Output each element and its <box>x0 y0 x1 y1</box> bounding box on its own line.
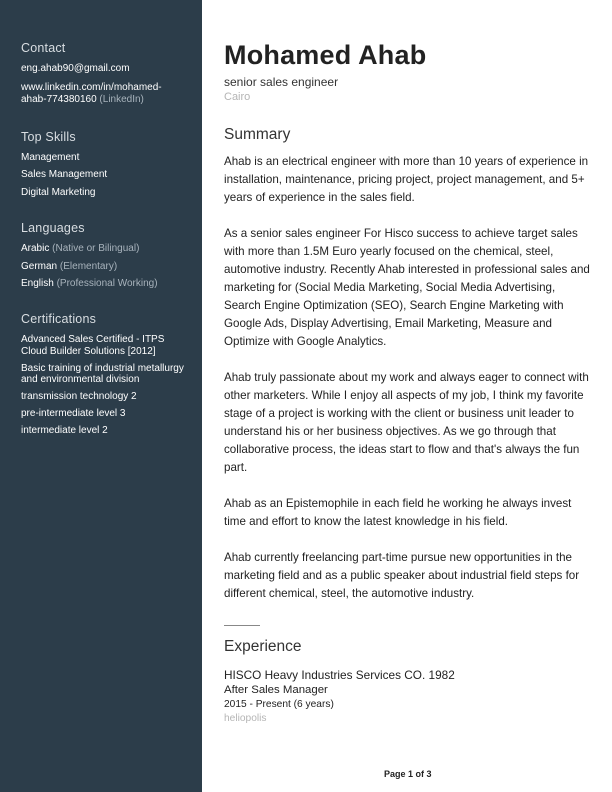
language-name: Arabic <box>21 242 50 254</box>
profile-name: Mohamed Ahab <box>224 40 427 70</box>
certification-item: pre-intermediate level 3 <box>21 408 126 420</box>
certification-item: intermediate level 2 <box>21 425 108 437</box>
summary-paragraph: Ahab truly passionate about my work and always eager to connect with other marketers. While I enjoy all aspects of my job, I think my favorite stage of a project is working with the client or business unit leader to understand his or her business objectives. As we go through that collaborative process, the ideas start to flow and that's always the fun part. <box>224 371 589 474</box>
top-skills-heading: Top Skills <box>21 129 76 144</box>
contact-email-link[interactable]: eng.ahab90@gmail.com <box>21 63 130 74</box>
linkedin-url-line1: www.linkedin.com/in/mohamed- <box>21 81 162 93</box>
language-name: English <box>21 278 54 290</box>
language-item <box>21 261 193 273</box>
skill-item: Sales Management <box>21 169 108 181</box>
language-item <box>21 278 193 290</box>
language-level: (Professional Working) <box>56 278 158 290</box>
certification-item: Basic training of industrial metallurgy and environmental division <box>21 362 184 386</box>
linkedin-url-line2-wrap <box>21 94 193 107</box>
certification-item: Advanced Sales Certified - ITPS Cloud Builder Solutions [2012] <box>21 334 165 357</box>
main-content <box>224 38 594 726</box>
profile-location: Cairo <box>224 91 251 103</box>
language-name: German <box>21 260 58 272</box>
sidebar-content <box>21 41 193 442</box>
skill-item: Digital Marketing <box>21 187 96 199</box>
experience-dates: 2015 - Present (6 years) <box>224 699 334 710</box>
summary-heading: Summary <box>224 126 291 143</box>
summary-paragraph: Ahab as an Epistemophile in each field he working he always invest time and effort to know the latest knowledge in his field. <box>224 497 572 528</box>
contact-heading: Contact <box>21 41 66 55</box>
summary-paragraph: Ahab is an electrical engineer with more than 10 years of experience in installation, maintenance, pricing project, project management, and 5+ years of experience in the sales field. <box>224 155 589 204</box>
language-item <box>21 243 193 255</box>
experience-location: heliopolis <box>224 713 267 724</box>
page-label: Page 1 of 3 <box>384 769 432 779</box>
experience-role: After Sales Manager <box>224 684 328 696</box>
experience-company: HISCO Heavy Industries Services CO. 1982 <box>224 668 455 682</box>
section-divider <box>224 625 260 626</box>
language-level: (Elementary) <box>59 260 118 272</box>
linkedin-suffix: (LinkedIn) <box>99 94 144 105</box>
page-number <box>384 769 432 779</box>
linkedin-url-line2: ahab-774380160 <box>21 94 97 105</box>
profile-headline: senior sales engineer <box>224 75 339 89</box>
linkedin-link[interactable] <box>21 82 193 107</box>
language-level: (Native or Bilingual) <box>52 242 140 254</box>
experience-heading: Experience <box>224 638 302 655</box>
sidebar <box>0 0 202 792</box>
certifications-heading: Certifications <box>21 312 97 327</box>
summary-paragraph: Ahab currently freelancing part-time pursue new opportunities in the marketing field and as a public speaker about industrial field steps for different chemical, steel, the automotive industry. <box>224 551 580 600</box>
summary-paragraph: As a senior sales engineer For Hisco success to achieve target sales with more than 1.5M Euro yearly focused on the chemical, steel, automotive industry. Recently Ahab interested in professional sales and marketing for (Social Media Marketing, Social Media Advertising, Search Engine Optimization (SEO), Search Engine Marketing with Google Ads, Display Advertising, Email Marketing, Measure and Optimize with Google Analytics. <box>224 227 590 348</box>
certification-item: transmission technology 2 <box>21 391 137 403</box>
skill-item: Management <box>21 151 80 163</box>
languages-heading: Languages <box>21 220 85 235</box>
